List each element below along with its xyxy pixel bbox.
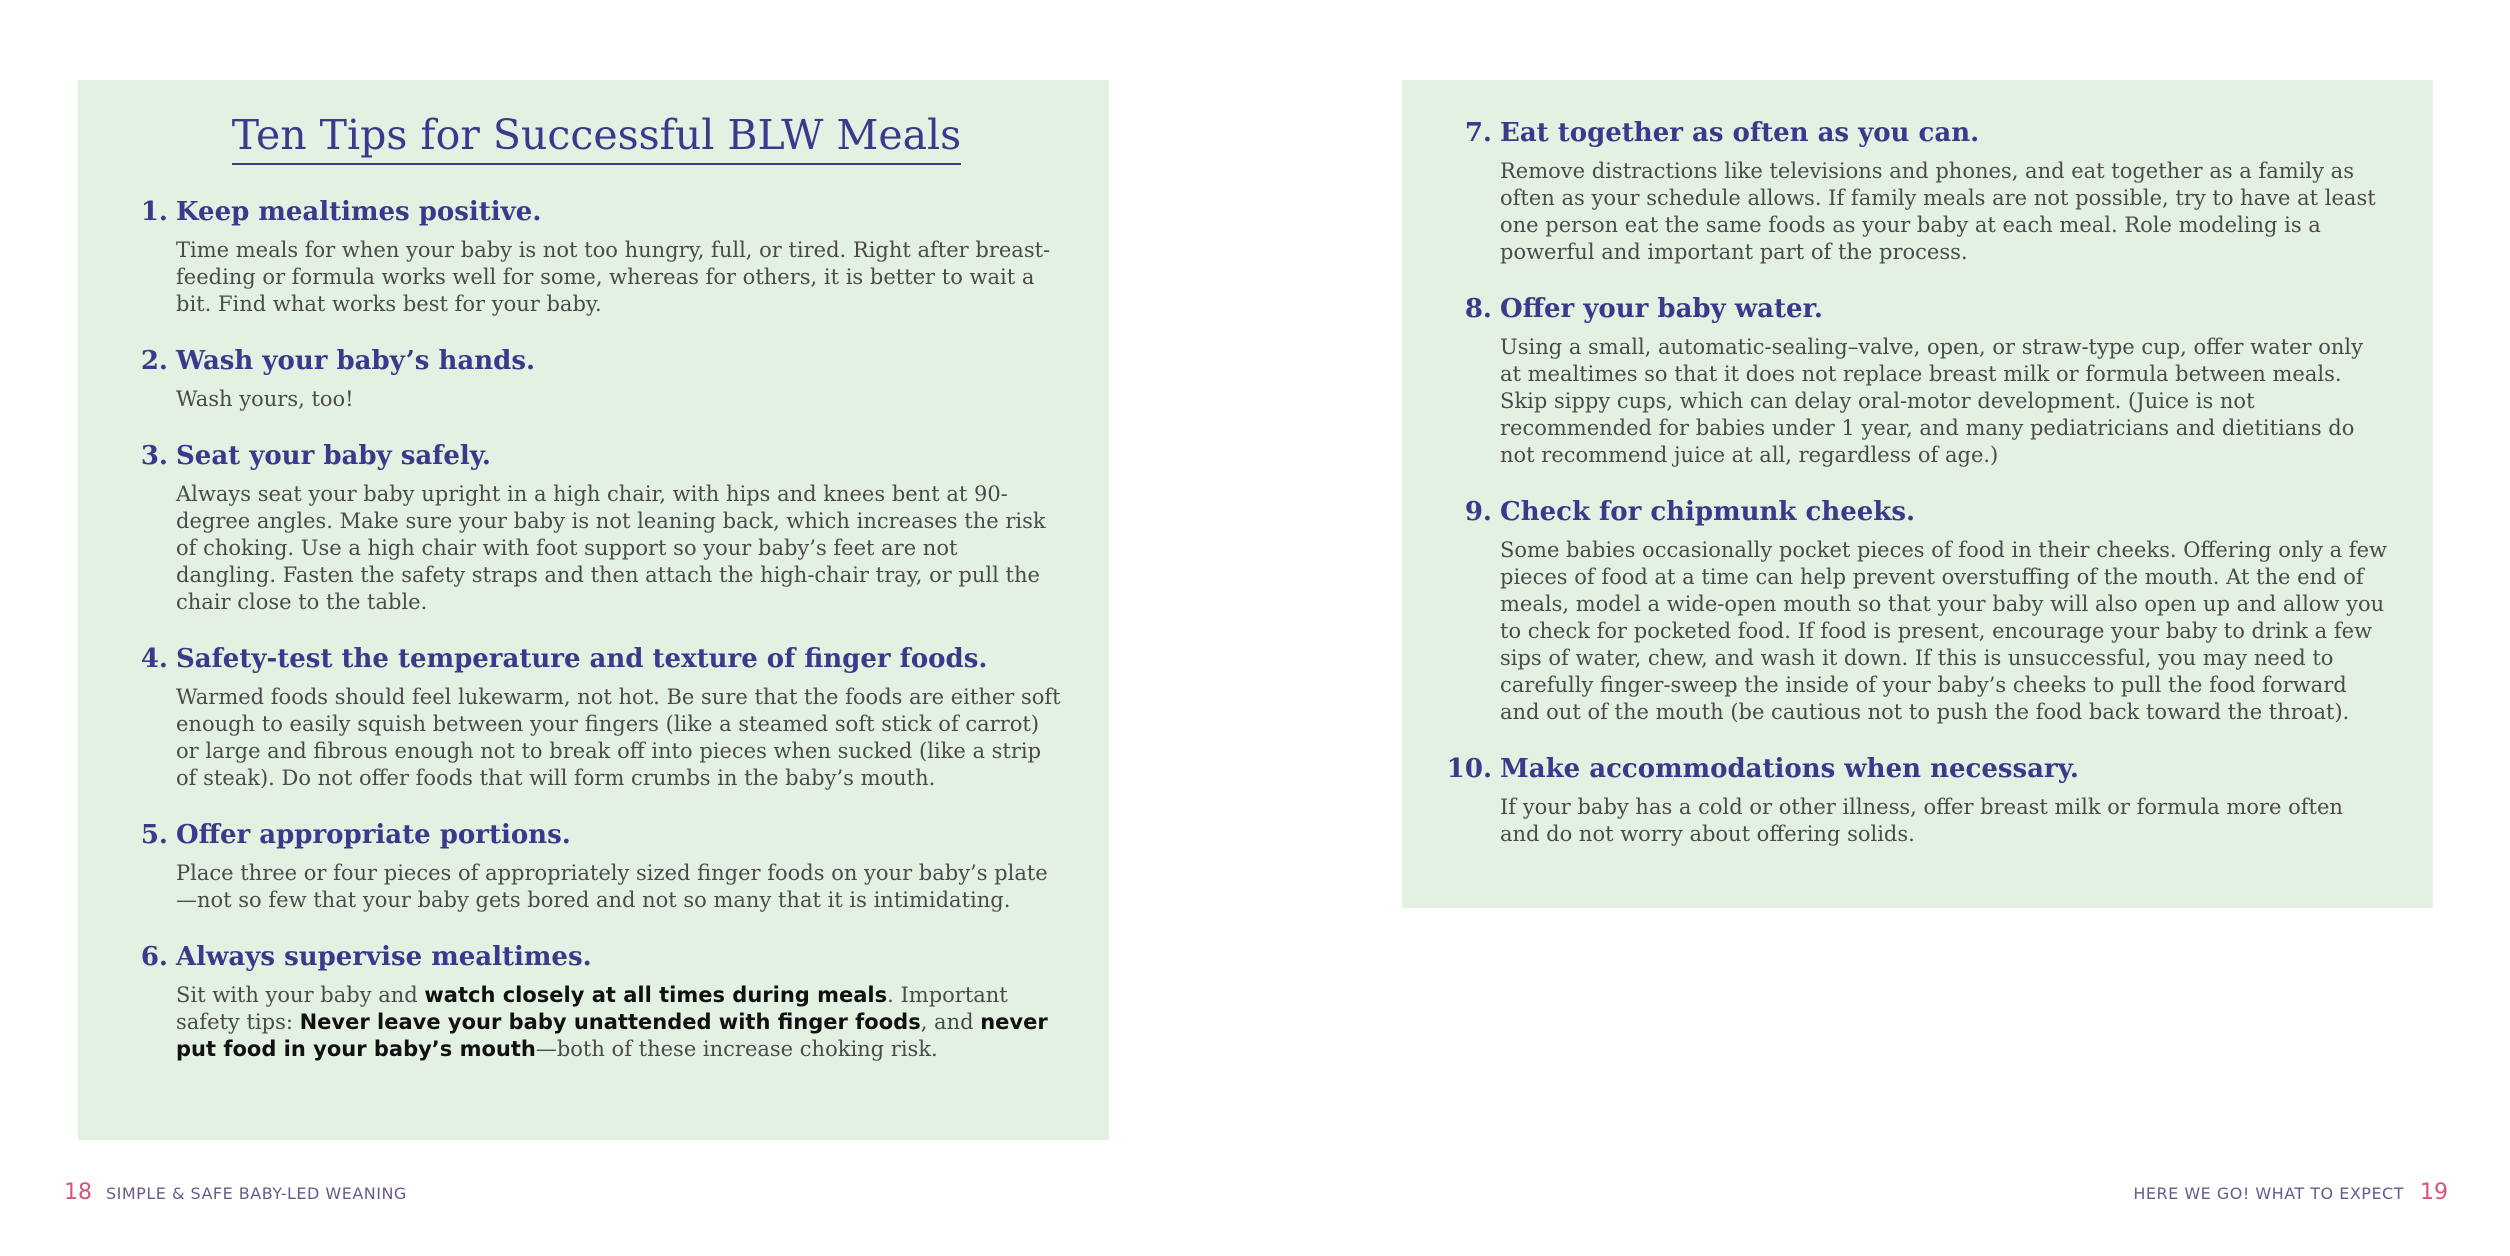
tip-number: 2.	[140, 346, 168, 377]
tip-body-emphasis: never put food in your baby’s mouth	[176, 1010, 1048, 1062]
tip-body: Time meals for when your baby is not too hungry, full, or tired. Right after breast-feeding or formula works well for some, whereas for others, it is better to wait a bit. Find what works best for your baby.	[176, 238, 1051, 317]
tips-panel-left	[78, 80, 1109, 1140]
tip-title: Offer your baby water.	[1500, 294, 1823, 324]
tip-body-text: —both of these increase choking risk.	[535, 1037, 938, 1062]
footer-left	[64, 1180, 407, 1205]
tip-number: 3.	[140, 441, 168, 472]
title-wrap	[130, 110, 1063, 165]
tip-body-text: . Important safety tips:	[176, 983, 1008, 1035]
footer-right	[2133, 1180, 2448, 1205]
tip-number: 4.	[140, 644, 168, 675]
tip-4	[130, 642, 1063, 792]
tip-body-text: , and	[920, 1010, 981, 1035]
tip-heading	[1446, 752, 2387, 786]
tip-title: Safety-test the temperature and texture of finger foods.	[176, 644, 988, 675]
tip-heading	[1446, 495, 2387, 529]
tip-title: Seat your baby safely.	[176, 441, 491, 472]
tip-title: Make accommodations when necessary.	[1500, 754, 2079, 784]
tip-number: 10.	[1446, 754, 1492, 784]
tip-10	[1446, 752, 2387, 848]
tip-number: 6.	[140, 942, 168, 973]
tip-number: 7.	[1464, 118, 1492, 148]
tip-2	[130, 344, 1063, 413]
tip-body: Remove distractions like televisions and phones, and eat together as a family as often as your schedule allows. If family meals are not possible, try to have at least one person eat the same foods as your baby at each meal. Role modeling is a powerful and important part of the process.	[1500, 159, 2376, 264]
tips-panel-right	[1402, 80, 2433, 908]
tip-title: Keep mealtimes positive.	[176, 197, 542, 228]
tip-6	[130, 940, 1063, 1063]
tip-title: Check for chipmunk cheeks.	[1500, 497, 1916, 527]
tip-body	[176, 982, 1063, 1063]
tip-body: Wash yours, too!	[176, 387, 354, 412]
tip-title: Always supervise mealtimes.	[176, 942, 592, 973]
page-number: 19	[2420, 1180, 2448, 1205]
tip-title: Wash your baby’s hands.	[176, 346, 536, 377]
tip-body-text: Sit with your baby and	[176, 983, 425, 1008]
tip-heading	[1446, 116, 2387, 150]
tip-heading	[130, 344, 1063, 378]
tip-body: Always seat your baby upright in a high chair, with hips and knees bent at 90-degree angles. Make sure your baby is not leaning back, which increases the risk of choking. Use a high chair with foot support so your baby’s feet are not dangling. Fasten the safety straps and then attach the high-chair tray, or pull the chair close to the table.	[176, 482, 1046, 615]
tip-9	[1446, 495, 2387, 726]
running-head: HERE WE GO! WHAT TO EXPECT	[2133, 1184, 2404, 1203]
tip-body: Place three or four pieces of appropriately sized finger foods on your baby’s plate—not so few that your baby gets bored and not so many that it is intimidating.	[176, 861, 1048, 913]
running-head: SIMPLE & SAFE BABY-LED WEANING	[106, 1184, 407, 1203]
tip-3	[130, 439, 1063, 616]
tip-title: Offer appropriate portions.	[176, 820, 571, 851]
tip-heading	[130, 439, 1063, 473]
tip-8	[1446, 292, 2387, 469]
page-title: Ten Tips for Successful BLW Meals	[232, 110, 961, 165]
tip-number: 8.	[1464, 294, 1492, 324]
tip-body: If your baby has a cold or other illness, offer breast milk or formula more often and do not worry about offering solids.	[1500, 795, 2343, 846]
page-number: 18	[64, 1180, 92, 1205]
tip-heading	[130, 642, 1063, 676]
tip-body-emphasis: Never leave your baby unattended with finger foods	[299, 1010, 921, 1035]
tip-7	[1446, 116, 2387, 266]
tip-body-emphasis: watch closely at all times during meals	[424, 983, 888, 1008]
tip-1	[130, 195, 1063, 318]
tip-title: Eat together as often as you can.	[1500, 118, 1980, 148]
tip-number: 1.	[140, 197, 168, 228]
tip-heading	[130, 195, 1063, 229]
tip-heading	[1446, 292, 2387, 326]
tip-body: Some babies occasionally pocket pieces of food in their cheeks. Offering only a few pieces of food at a time can help prevent overstuffing of the mouth. At the end of meals, model a wide-open mouth so that your baby will also open up and allow you to check for pocketed food. If food is present, encourage your baby to drink a few sips of water, chew, and wash it down. If this is unsuccessful, you may need to carefully finger-sweep the inside of your baby’s cheeks to pull the food forward and out of the mouth (be cautious not to push the food back toward the throat).	[1500, 538, 2387, 724]
tip-number: 5.	[140, 820, 168, 851]
tip-number: 9.	[1464, 497, 1492, 527]
tip-body: Warmed foods should feel lukewarm, not hot. Be sure that the foods are either soft enough to easily squish between your fingers (like a steamed soft stick of carrot) or large and fibrous enough not to break off into pieces when sucked (like a strip of steak). Do not offer foods that will form crumbs in the baby’s mouth.	[176, 685, 1061, 791]
tip-heading	[130, 818, 1063, 852]
tip-heading	[130, 940, 1063, 974]
tip-5	[130, 818, 1063, 914]
tip-body: Using a small, automatic-sealing–valve, open, or straw-type cup, offer water only at mealtimes so that it does not replace breast milk or formula between meals. Skip sippy cups, which can delay oral-motor development. (Juice is not recommended for babies under 1 year, and many pediatricians and dietitians do not recommend juice at all, regardless of age.)	[1500, 335, 2364, 467]
